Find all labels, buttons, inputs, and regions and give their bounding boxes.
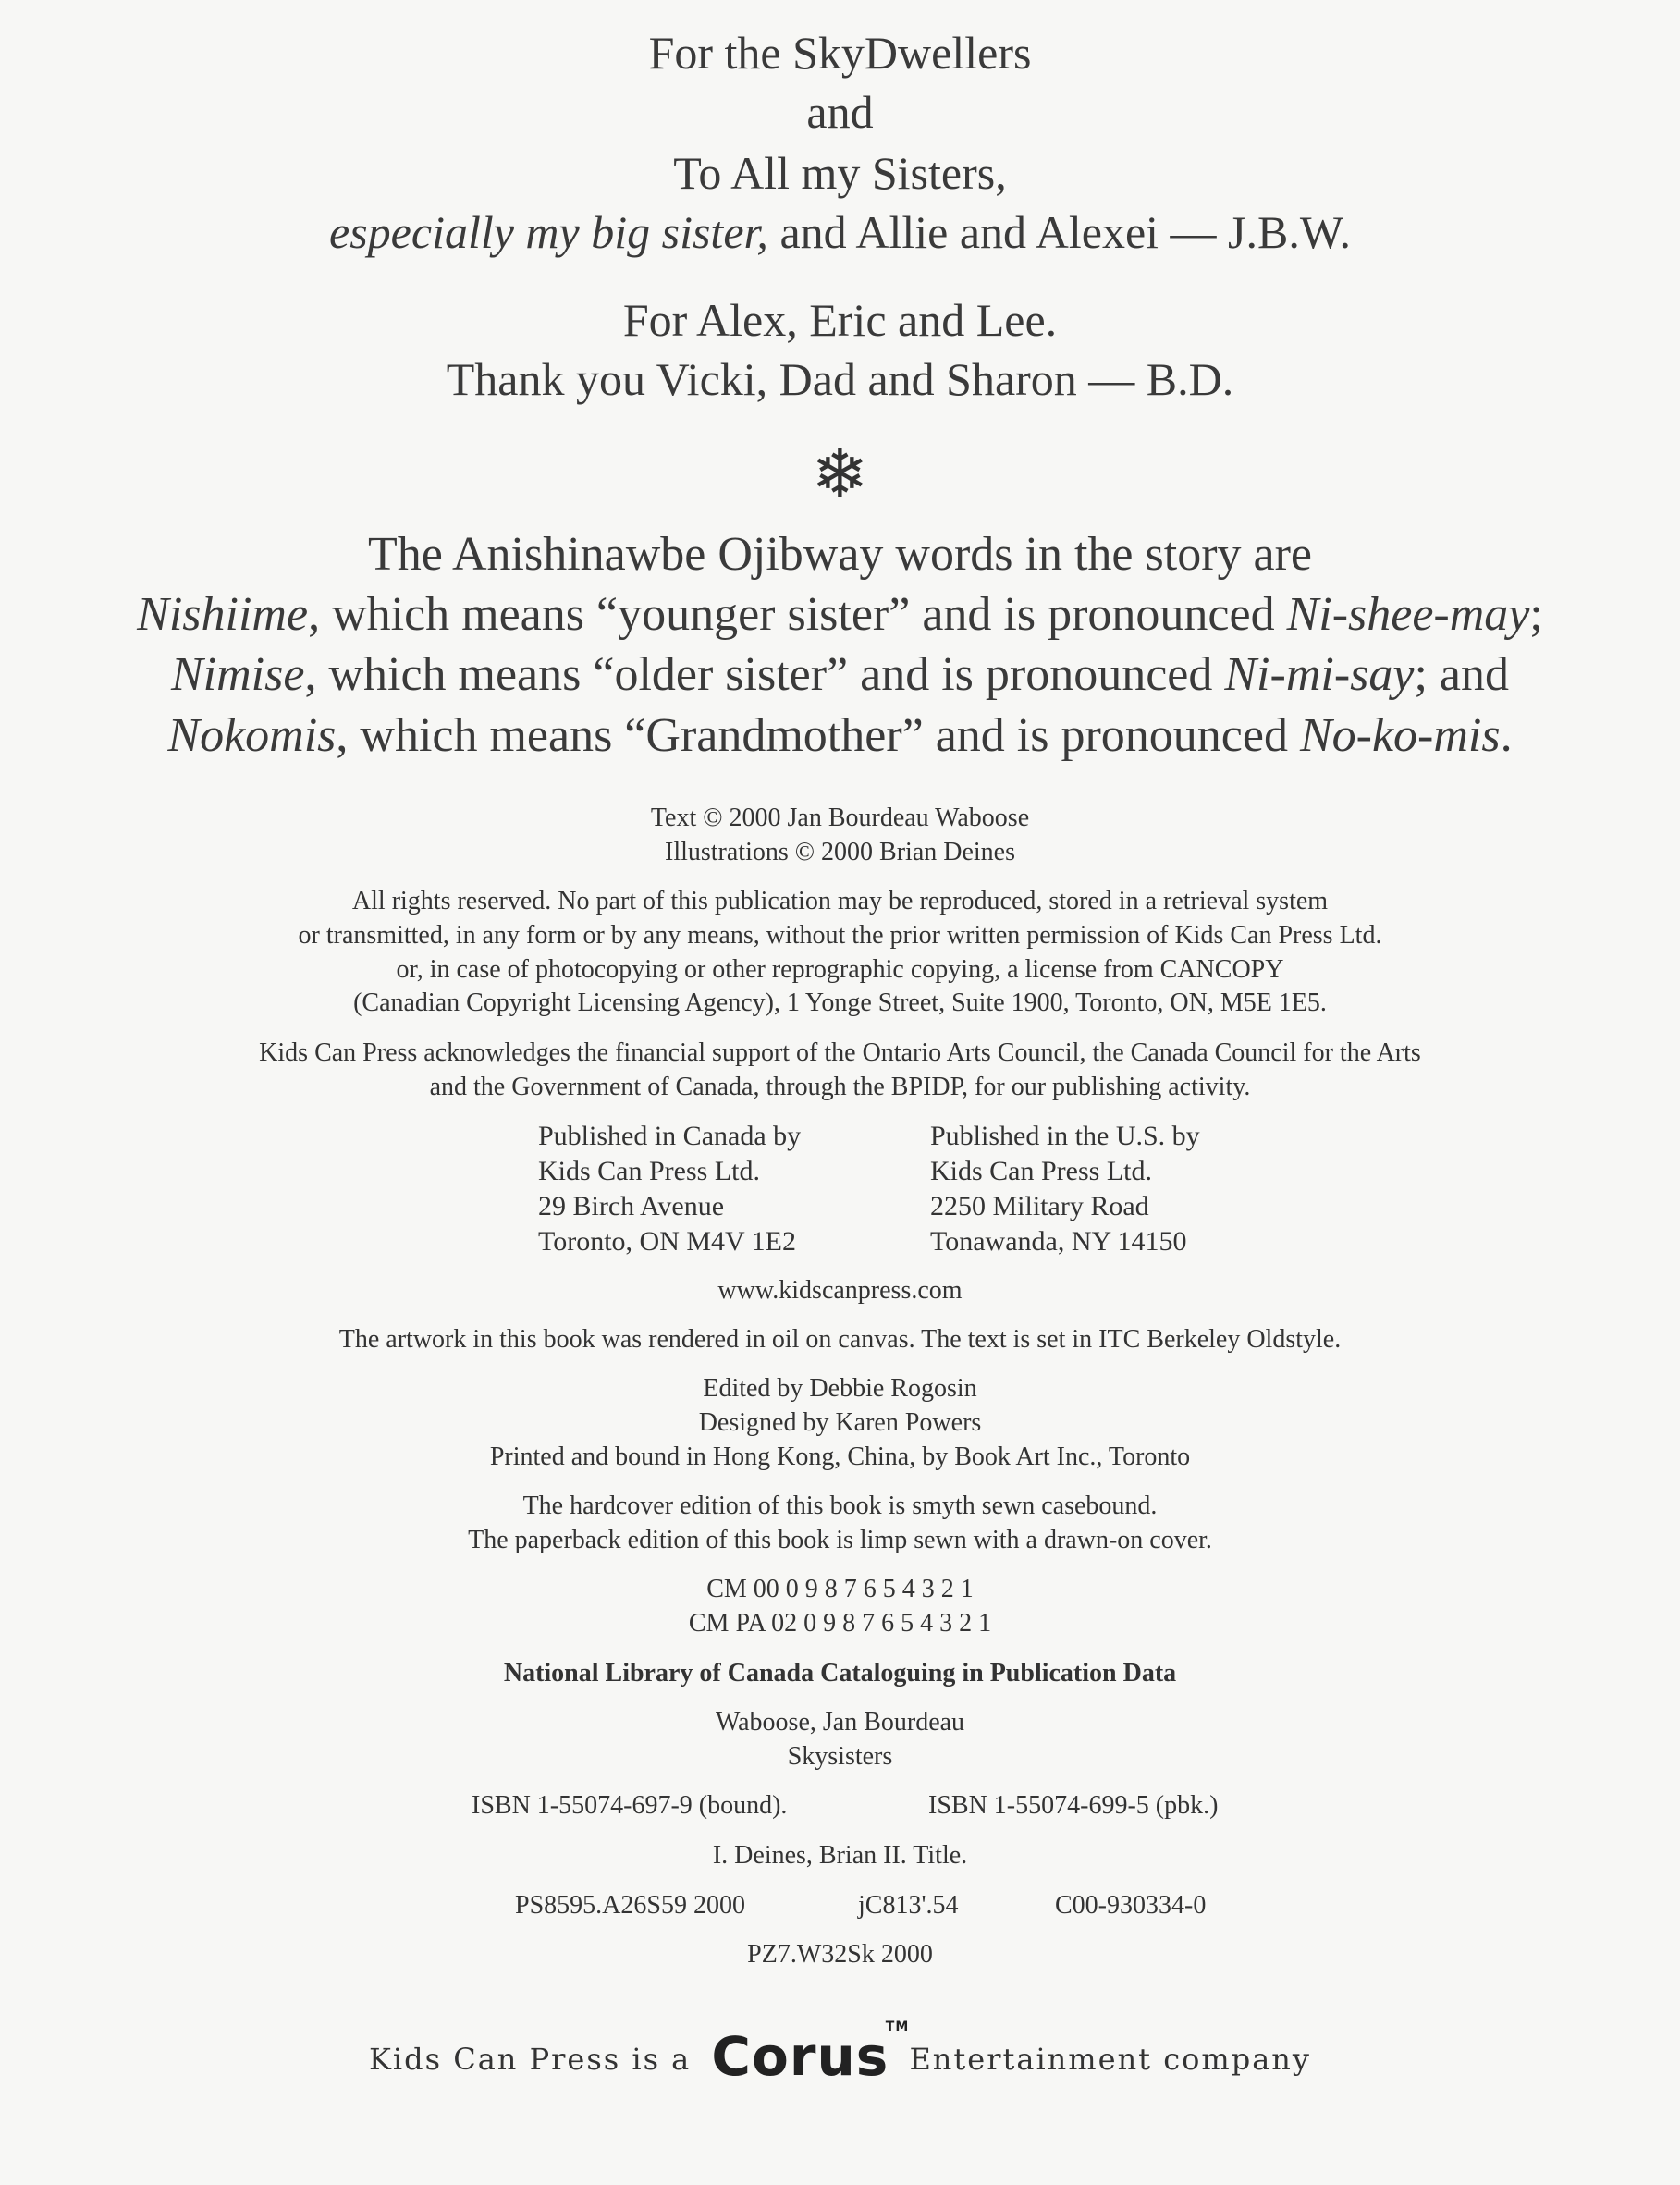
words-line-1-end: ; — [1529, 588, 1543, 641]
cip-dewey: jC813'.54 — [858, 1891, 959, 1920]
credit-editor: Edited by Debbie Rogosin — [703, 1374, 977, 1403]
word-nimise: Nimise — [170, 648, 305, 701]
dedication-line-6: Thank you Vicki, Dad and Sharon — B.D. — [446, 353, 1234, 405]
edition-paperback: The paperback edition of this book is limp sewn with a drawn-on cover. — [468, 1526, 1212, 1554]
publisher-us-line: Tonawanda, NY 14150 — [930, 1226, 1187, 1257]
cip-isbn-pbk: ISBN 1-55074-699-5 (pbk.) — [928, 1791, 1219, 1820]
credit-printer: Printed and bound in Hong Kong, China, by Book Art Inc., Toronto — [489, 1442, 1191, 1471]
acknowledge-line-2: and the Government of Canada, through the BPIDP, for our publishing activity. — [429, 1073, 1251, 1101]
word-nokomis: Nokomis — [167, 709, 337, 762]
copyright-illustrations: Illustrations © 2000 Brian Deines — [665, 838, 1015, 866]
words-line-nokomis — [0, 706, 1680, 767]
publisher-canada-line: Toronto, ON M4V 1E2 — [538, 1226, 797, 1257]
cip-title: Skysisters — [787, 1742, 893, 1771]
dedication-line-3: To All my Sisters, — [673, 147, 1007, 199]
dedication-line-1: For the SkyDwellers — [648, 27, 1032, 79]
print-code-2: CM PA 02 0 9 8 7 6 5 4 3 2 1 — [688, 1609, 992, 1638]
publisher-canada — [538, 1119, 801, 1259]
pron-nimise: Ni-mi-say — [1224, 648, 1415, 701]
words-line-1-text: , which means “younger sister” and is pronounced — [308, 588, 1287, 641]
dedication-italic: especially my big sister, — [329, 206, 768, 258]
corus-logo-text: Corus — [711, 2025, 889, 2088]
cip-heading: National Library of Canada Cataloguing in Publication Data — [503, 1659, 1177, 1688]
cip-isbn-bound: ISBN 1-55074-697-9 (bound). — [472, 1791, 788, 1820]
words-line-2-text: , which means “older sister” and is pronounced — [304, 648, 1225, 701]
rights-line-3: or, in case of photocopying or other reprographic copying, a license from CANCOPY — [396, 955, 1284, 984]
cip-lc-number: PZ7.W32Sk 2000 — [747, 1940, 933, 1969]
pron-nishiime: Ni-shee-may — [1286, 588, 1530, 641]
rights-line-4: (Canadian Copyright Licensing Agency), 1 Yonge Street, Suite 1900, Toronto, ON, M5E 1E5. — [353, 988, 1327, 1017]
cip-subjects: I. Deines, Brian II. Title. — [712, 1841, 968, 1870]
website: www.kidscanpress.com — [717, 1276, 963, 1305]
words-line-nimise — [0, 644, 1680, 706]
artwork-note: The artwork in this book was rendered in oil on canvas. The text is set in ITC Berkeley Oldstyle. — [338, 1325, 1342, 1354]
copyright-text: Text © 2000 Jan Bourdeau Waboose — [650, 804, 1030, 832]
dedication-line-4 — [0, 202, 1680, 263]
rights-line-1: All rights reserved. No part of this publication may be reproduced, stored in a retrieval system — [351, 887, 1329, 915]
publisher-canada-line: Published in Canada by — [538, 1121, 802, 1151]
publisher-us-line: Kids Can Press Ltd. — [930, 1156, 1152, 1186]
credit-designer: Designed by Karen Powers — [698, 1408, 982, 1437]
pron-nokomis: No-ko-mis — [1299, 709, 1501, 762]
snowflake-icon: ❄ — [811, 435, 869, 514]
words-line-nishiime — [0, 584, 1680, 645]
cip-call-number: PS8595.A26S59 2000 — [515, 1891, 745, 1920]
footer-text-after: Entertainment company — [909, 2042, 1311, 2077]
publisher-us — [930, 1119, 1200, 1259]
word-nishiime: Nishiime — [137, 588, 309, 641]
rights-line-2: or transmitted, in any form or by any means, without the prior written permission of Kids Can Press Ltd. — [298, 921, 1382, 950]
publisher-canada-line: Kids Can Press Ltd. — [538, 1156, 760, 1186]
dedication-line-4-rest: and Allie and Alexei — J.B.W. — [767, 206, 1351, 258]
footer-corus — [0, 2019, 1680, 2088]
publisher-us-line: Published in the U.S. by — [930, 1121, 1200, 1151]
words-line-3-text: , which means “Grandmother” and is pronounced — [336, 709, 1300, 762]
dedication-line-2: and — [806, 86, 874, 138]
publisher-canada-line: 29 Birch Avenue — [538, 1191, 725, 1221]
words-line-2-end: ; and — [1414, 648, 1509, 701]
trademark-mark: TM — [885, 2019, 910, 2034]
edition-hardcover: The hardcover edition of this book is smyth sewn casebound. — [522, 1491, 1158, 1520]
cip-author: Waboose, Jan Bourdeau — [715, 1708, 965, 1737]
corus-logo — [711, 2019, 910, 2088]
dedication-line-5: For Alex, Eric and Lee. — [622, 294, 1058, 346]
words-line-3-end: . — [1500, 709, 1513, 762]
acknowledge-line-1: Kids Can Press acknowledges the financial support of the Ontario Arts Council, the Canada Council for the Arts — [259, 1038, 1421, 1067]
cip-control-number: C00-930334-0 — [1055, 1891, 1207, 1920]
print-code-1: CM 00 0 9 8 7 6 5 4 3 2 1 — [706, 1575, 974, 1603]
footer-text-before: Kids Can Press is a — [369, 2042, 692, 2077]
words-intro: The Anishinawbe Ojibway words in the story are — [367, 528, 1312, 581]
publisher-us-line: 2250 Military Road — [930, 1191, 1149, 1221]
